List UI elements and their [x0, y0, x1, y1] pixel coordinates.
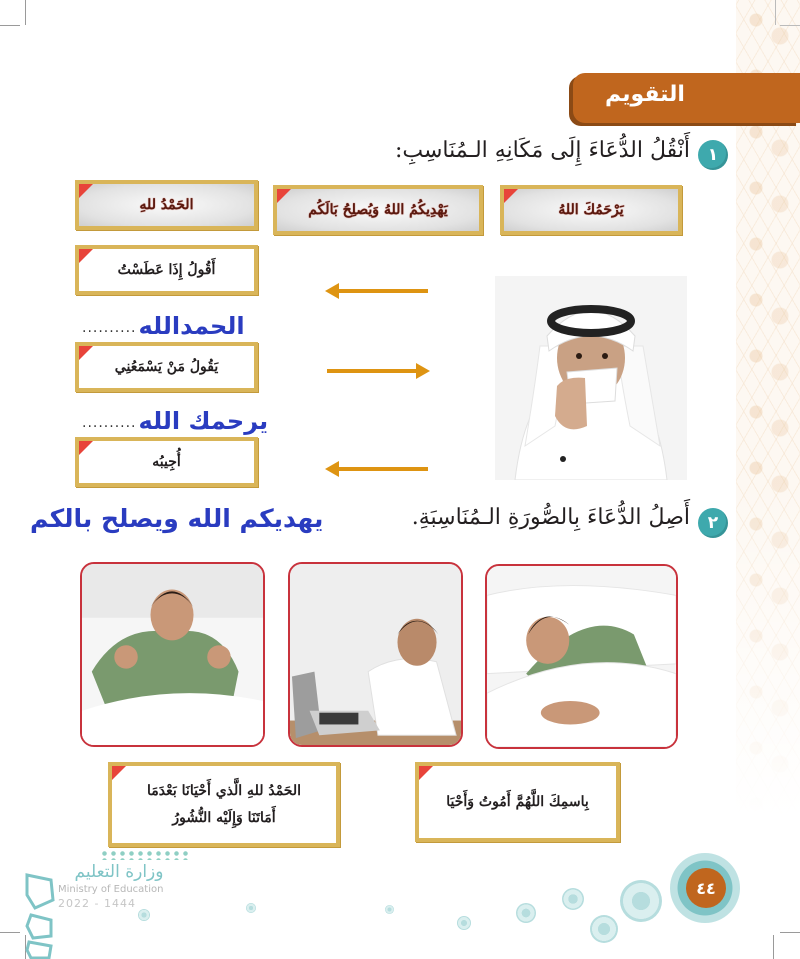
page-number: ٤٤: [686, 868, 726, 908]
photo-boy-waking-up[interactable]: [80, 562, 265, 747]
ministry-name-arabic: وزارة التعليم: [74, 862, 164, 882]
rosette-ornament: [562, 888, 584, 910]
boy-sneezing-illustration: [495, 276, 687, 480]
dua-line-1: بِاسمِكَ اللَّهُمَّ أَمُوتُ وَأَحْيَا: [446, 793, 589, 810]
crop-mark: [0, 932, 20, 933]
decorative-fade: [736, 480, 800, 959]
handwritten-answer: يرحمك الله: [138, 406, 269, 435]
rosette-ornament: [385, 905, 394, 914]
prompt-label: يَقُولُ مَنْ يَسْمَعُنِي: [114, 358, 219, 375]
prompt-label: أَقُولُ إِذَا عَطَسْتُ: [117, 261, 216, 278]
handwritten-answer: يهديكم الله ويصلح بالكم: [30, 504, 324, 533]
crop-mark: [780, 25, 800, 26]
question-1-text: أَنْقُلُ الدُّعَاءَ إِلَى مَكَانِهِ الـمُنَاسِبِ:: [394, 138, 690, 163]
rosette-ornament: [620, 880, 662, 922]
photo-boy-sneezing: [495, 276, 687, 480]
ministry-logo-dots: [100, 850, 190, 860]
edition-year: 2022 - 1444: [58, 897, 136, 910]
ministry-text-block: [58, 862, 163, 911]
option-card[interactable]: [273, 185, 483, 235]
rosette-ornament: [246, 903, 256, 913]
answer-line: [82, 404, 268, 434]
crop-mark: [25, 0, 26, 25]
option-card[interactable]: [75, 180, 258, 230]
prompt-label: أُجِيبُه: [152, 453, 181, 470]
question-number-2: ٢: [698, 508, 728, 538]
answer-dots: ..........: [82, 415, 137, 431]
arrow-right-icon: [327, 369, 420, 373]
crop-mark: [780, 932, 800, 933]
option-label: الحَمْدُ للهِ: [139, 196, 194, 213]
ministry-name-english: Ministry of Education: [58, 884, 164, 895]
boy-laptop-illustration: [290, 564, 461, 745]
question-2-text: أَصِلُ الدُّعَاءَ بِالصُّورَةِ الـمُنَاسِبَةِ.: [411, 505, 690, 530]
section-title: التقويم: [605, 82, 685, 107]
boy-waking-illustration: [82, 564, 263, 745]
answer-dots: ..........: [82, 320, 137, 336]
crop-mark: [0, 25, 20, 26]
handwritten-answer: الحمدالله: [138, 311, 245, 340]
option-card[interactable]: [500, 185, 682, 235]
dua-card[interactable]: [415, 762, 620, 842]
dua-card[interactable]: [108, 762, 340, 847]
crop-mark: [773, 935, 774, 959]
option-label: يَهْدِيكُمُ اللهُ وَيُصلِحُ بَالَكُم: [308, 201, 448, 218]
option-label: يَرْحَمُكَ اللهُ: [558, 201, 624, 218]
rosette-ornament: [516, 903, 536, 923]
question-number-1: ١: [698, 140, 728, 170]
rosette-ornament: [457, 916, 471, 930]
ministry-logo-mark: [25, 870, 55, 959]
dua-card-label: [137, 778, 311, 831]
photo-boy-sleeping[interactable]: [485, 564, 678, 749]
arrow-left-icon: [335, 289, 428, 293]
rosette-ornament: [138, 909, 150, 921]
photo-boy-at-laptop[interactable]: [288, 562, 463, 747]
prompt-card: [75, 437, 258, 487]
answer-line: [82, 309, 245, 339]
prompt-card: [75, 342, 258, 392]
dua-line-2: أَمَاتَنَا وَإِلَيْه النُّشُورُ: [172, 809, 276, 826]
rosette-ornament: [590, 915, 618, 943]
dua-line-1: الحَمْدُ للهِ الَّذي أَحْيَانَا بَعْدَمَا: [147, 782, 301, 799]
crop-mark: [775, 0, 776, 25]
arrow-left-icon: [335, 467, 428, 471]
boy-sleeping-illustration: [487, 566, 676, 747]
prompt-card: [75, 245, 258, 295]
